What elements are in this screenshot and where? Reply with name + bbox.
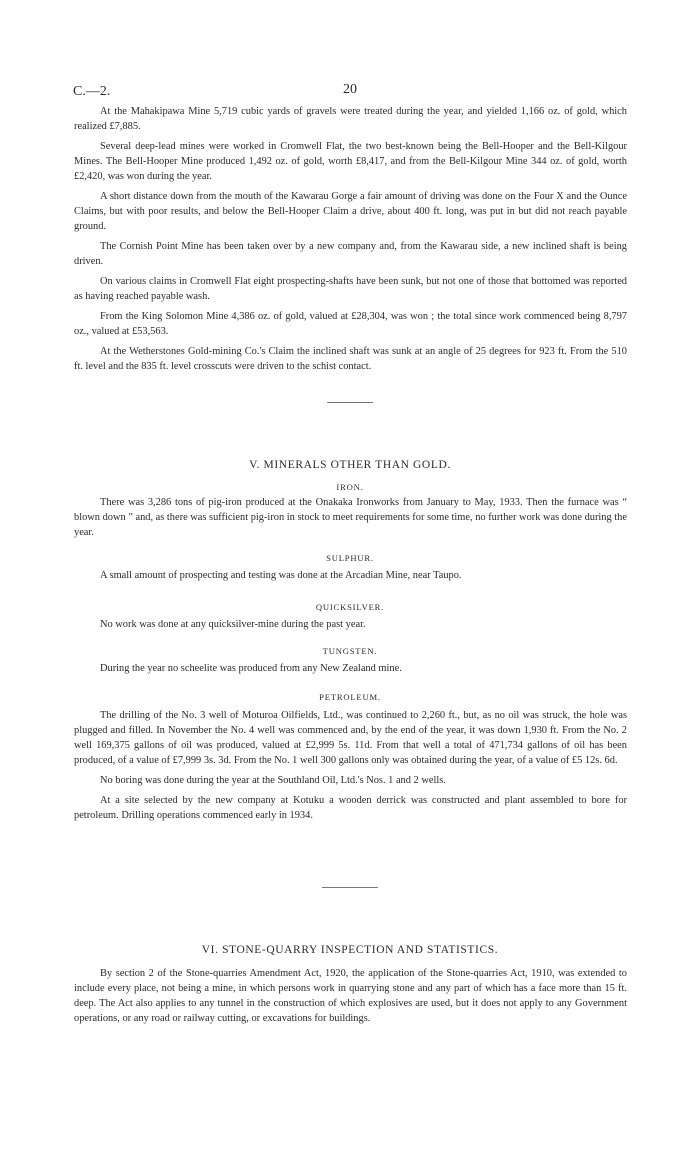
paragraph: There was 3,286 tons of pig-iron produced at the Onakaka Ironworks from January to May, 1933. Then the furnace was “ blown down ” and, as there was sufficient pig-iron in stock to meet requirements for some time, no further work was done during the year. bbox=[74, 497, 627, 538]
quarry-paragraphs bbox=[74, 966, 627, 1031]
section-divider bbox=[327, 402, 373, 403]
section-title: VI. STONE-QUARRY INSPECTION AND STATISTICS. bbox=[201, 944, 499, 956]
paragraph: No work was done at any quicksilver-mine during the past year. bbox=[100, 619, 366, 630]
paragraph: A small amount of prospecting and testing was done at the Arcadian Mine, near Taupo. bbox=[100, 570, 462, 581]
paragraph: At the Wetherstones Gold-mining Co.'s Claim the inclined shaft was sunk at an angle of 25 degrees for 923 ft. From the 510 ft. level and the 835 ft. level crosscuts were driven to the schist contact. bbox=[74, 346, 627, 372]
subsection-heading-tungsten: TUNGSTEN. bbox=[322, 646, 378, 656]
petroleum-paragraphs bbox=[74, 708, 627, 828]
paragraph: A short distance down from the mouth of the Kawarau Gorge a fair amount of driving was done on the Four X and the Ounce Claims, but with poor results, and below the Bell-Hooper Claim a drive, about 400 ft. long, was put in but did not reach payable ground. bbox=[74, 191, 627, 232]
document-reference: C.—2. bbox=[73, 84, 111, 99]
paragraph: By section 2 of the Stone-quarries Amendment Act, 1920, the application of the Stone-quarries Act, 1910, was extended to include every place, not being a mine, in which persons work in quarrying stone and any part of which has a face more than 15 ft. deep. The Act also applies to any tunnel in the construction of which explosives are used, but it does not apply to any Government operations, or any road or railway cutting, or excavations for buildings. bbox=[74, 968, 627, 1024]
paragraph: On various claims in Cromwell Flat eight prospecting-shafts have been sunk, but not one of those that bottomed was reported as having reached payable wash. bbox=[74, 276, 627, 302]
iron-paragraphs bbox=[74, 495, 627, 545]
paragraph: No boring was done during the year at the Southland Oil, Ltd.'s Nos. 1 and 2 wells. bbox=[100, 775, 446, 786]
tungsten-paragraphs bbox=[74, 661, 627, 681]
section-title: V. MINERALS OTHER THAN GOLD. bbox=[249, 459, 451, 471]
paragraph: The drilling of the No. 3 well of Moturoa Oilfields, Ltd., was continued to 2,260 ft., but, as no oil was struck, the hole was plugged and filled. In November the No. 4 well was commenced and, by the end of the year, it was down 1,930 ft. From the No. 2 well 169,375 gallons of oil was produced, valued at £2,999 5s. 11d. From that well a total of 471,734 gallons of oil has been produced, of a value of £7,999 3s. 3d. From the No. 1 well 300 gallons only was obtained during the year, of a value of £5 12s. 6d. bbox=[74, 710, 627, 766]
paragraph: The Cornish Point Mine has been taken over by a new company and, from the Kawarau side, a new inclined shaft is being driven. bbox=[74, 241, 627, 267]
sulphur-paragraphs bbox=[74, 568, 627, 588]
quicksilver-paragraphs bbox=[74, 617, 627, 637]
subsection-heading-iron: IRON. bbox=[336, 482, 364, 492]
page-number: 20 bbox=[343, 82, 357, 97]
paragraph: Several deep-lead mines were worked in Cromwell Flat, the two best-known being the Bell-Hooper and the Bell-Kilgour Mines. The Bell-Hooper Mine produced 1,492 oz. of gold, worth £8,417, and from the Bell-Kilgour Mine 344 oz. of gold, worth £2,420, was won during the year. bbox=[74, 141, 627, 182]
gold-mining-paragraphs bbox=[74, 104, 627, 379]
section-divider bbox=[322, 887, 378, 888]
subsection-heading-sulphur: SULPHUR. bbox=[326, 553, 374, 563]
paragraph: During the year no scheelite was produced from any New Zealand mine. bbox=[100, 663, 402, 674]
subsection-heading-petroleum: PETROLEUM. bbox=[319, 692, 381, 702]
paragraph: At a site selected by the new company at Kotuku a wooden derrick was constructed and plant assembled to bore for petroleum. Drilling operations commenced early in 1934. bbox=[74, 795, 627, 821]
paragraph: From the King Solomon Mine 4,386 oz. of gold, valued at £28,304, was won ; the total since work commenced being 8,797 oz., valued at £53,563. bbox=[74, 311, 627, 337]
subsection-heading-quicksilver: QUICKSILVER. bbox=[315, 602, 385, 612]
paragraph: At the Mahakipawa Mine 5,719 cubic yards of gravels were treated during the year, and yielded 1,166 oz. of gold, which realized £7,885. bbox=[74, 106, 627, 132]
